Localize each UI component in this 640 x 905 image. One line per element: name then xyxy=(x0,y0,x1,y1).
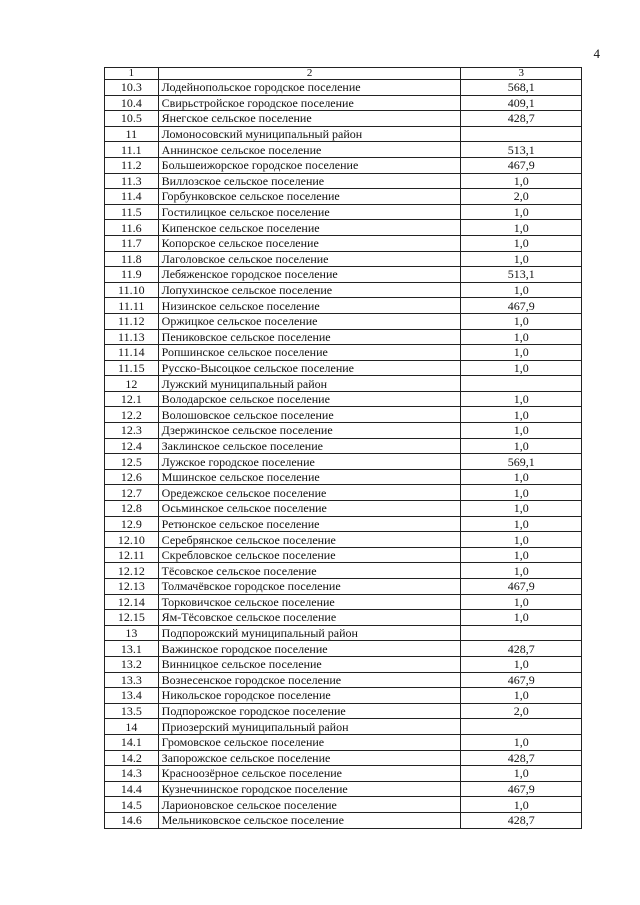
settlement-name: Гостилицкое сельское поселение xyxy=(158,204,461,220)
row-value: 568,1 xyxy=(461,80,582,96)
settlement-name: Янегское сельское поселение xyxy=(158,111,461,127)
settlement-name: Серебрянское сельское поселение xyxy=(158,532,461,548)
table-row xyxy=(105,454,582,470)
settlement-name: Лужское городское поселение xyxy=(158,454,461,470)
table-row xyxy=(105,563,582,579)
row-value: 1,0 xyxy=(461,734,582,750)
settlement-name: Подпорожский муниципальный район xyxy=(158,625,461,641)
row-number: 11.12 xyxy=(105,313,159,329)
table-row xyxy=(105,438,582,454)
settlement-name: Ломоносовский муниципальный район xyxy=(158,126,461,142)
row-number: 13 xyxy=(105,625,159,641)
table-row xyxy=(105,376,582,392)
row-number: 11.9 xyxy=(105,267,159,283)
row-number: 11.15 xyxy=(105,360,159,376)
row-number: 12.3 xyxy=(105,423,159,439)
row-value: 1,0 xyxy=(461,173,582,189)
row-number: 11.13 xyxy=(105,329,159,345)
settlement-name: Приозерский муниципальный район xyxy=(158,719,461,735)
row-value: 1,0 xyxy=(461,547,582,563)
table-row xyxy=(105,267,582,283)
settlement-name: Торковичское сельское поселение xyxy=(158,594,461,610)
row-value xyxy=(461,126,582,142)
row-number: 14.5 xyxy=(105,797,159,813)
row-number: 14.4 xyxy=(105,781,159,797)
settlement-name: Винницкое сельское поселение xyxy=(158,656,461,672)
row-number: 10.4 xyxy=(105,95,159,111)
table-row xyxy=(105,797,582,813)
row-value: 1,0 xyxy=(461,797,582,813)
table-row xyxy=(105,579,582,595)
row-value: 467,9 xyxy=(461,157,582,173)
row-number: 12.4 xyxy=(105,438,159,454)
row-value: 513,1 xyxy=(461,142,582,158)
settlement-name: Громовское сельское поселение xyxy=(158,734,461,750)
row-value: 428,7 xyxy=(461,111,582,127)
row-value: 1,0 xyxy=(461,688,582,704)
table-row xyxy=(105,423,582,439)
row-number: 11 xyxy=(105,126,159,142)
table-header-row xyxy=(105,68,582,80)
row-value: 1,0 xyxy=(461,501,582,517)
settlement-name: Дзержинское сельское поселение xyxy=(158,423,461,439)
row-value: 1,0 xyxy=(461,329,582,345)
row-number: 11.7 xyxy=(105,235,159,251)
table-row xyxy=(105,703,582,719)
row-number: 14 xyxy=(105,719,159,735)
row-value: 1,0 xyxy=(461,360,582,376)
row-number: 12.8 xyxy=(105,501,159,517)
row-number: 12.14 xyxy=(105,594,159,610)
row-number: 14.6 xyxy=(105,812,159,828)
table-row xyxy=(105,532,582,548)
settlement-name: Низинское сельское поселение xyxy=(158,298,461,314)
row-value: 1,0 xyxy=(461,594,582,610)
settlement-name: Толмачёвское городское поселение xyxy=(158,579,461,595)
row-value: 467,9 xyxy=(461,781,582,797)
settlement-name: Копорское сельское поселение xyxy=(158,235,461,251)
table-row xyxy=(105,516,582,532)
table-row xyxy=(105,766,582,782)
table-row xyxy=(105,329,582,345)
settlement-name: Ретюнское сельское поселение xyxy=(158,516,461,532)
table-row xyxy=(105,610,582,626)
row-number: 12.13 xyxy=(105,579,159,595)
row-number: 11.8 xyxy=(105,251,159,267)
row-value: 428,7 xyxy=(461,812,582,828)
settlement-name: Оредежское сельское поселение xyxy=(158,485,461,501)
table-row xyxy=(105,235,582,251)
settlement-name: Осьминское сельское поселение xyxy=(158,501,461,517)
row-number: 12.11 xyxy=(105,547,159,563)
table-row xyxy=(105,656,582,672)
settlement-name: Лебяженское городское поселение xyxy=(158,267,461,283)
table-row xyxy=(105,111,582,127)
settlement-name: Никольское городское поселение xyxy=(158,688,461,704)
row-value: 409,1 xyxy=(461,95,582,111)
row-number: 11.10 xyxy=(105,282,159,298)
table-row xyxy=(105,641,582,657)
settlement-name: Волошовское сельское поселение xyxy=(158,407,461,423)
row-number: 13.3 xyxy=(105,672,159,688)
table-row xyxy=(105,189,582,205)
settlement-name: Скребловское сельское поселение xyxy=(158,547,461,563)
row-value: 1,0 xyxy=(461,656,582,672)
row-value: 467,9 xyxy=(461,298,582,314)
table-row xyxy=(105,95,582,111)
settlement-name: Кипенское сельское поселение xyxy=(158,220,461,236)
table-row xyxy=(105,719,582,735)
table-row xyxy=(105,547,582,563)
settlement-name: Оржицкое сельское поселение xyxy=(158,313,461,329)
row-value: 1,0 xyxy=(461,423,582,439)
row-number: 12.7 xyxy=(105,485,159,501)
table-row xyxy=(105,391,582,407)
settlement-name: Заклинское сельское поселение xyxy=(158,438,461,454)
row-value: 569,1 xyxy=(461,454,582,470)
settlement-name: Ям-Тёсовское сельское поселение xyxy=(158,610,461,626)
row-number: 11.6 xyxy=(105,220,159,236)
row-number: 14.1 xyxy=(105,734,159,750)
table-row xyxy=(105,734,582,750)
table-row xyxy=(105,672,582,688)
settlement-name: Лужский муниципальный район xyxy=(158,376,461,392)
row-number: 14.2 xyxy=(105,750,159,766)
row-number: 11.14 xyxy=(105,345,159,361)
row-number: 12 xyxy=(105,376,159,392)
row-number: 12.10 xyxy=(105,532,159,548)
row-value: 1,0 xyxy=(461,766,582,782)
row-number: 11.4 xyxy=(105,189,159,205)
row-value: 467,9 xyxy=(461,579,582,595)
header-col-1: 1 xyxy=(105,68,159,80)
row-value: 1,0 xyxy=(461,391,582,407)
row-value: 1,0 xyxy=(461,345,582,361)
settlement-name: Красноозёрное сельское поселение xyxy=(158,766,461,782)
settlement-name: Лодейнопольское городское поселение xyxy=(158,80,461,96)
row-value: 1,0 xyxy=(461,407,582,423)
table-row xyxy=(105,251,582,267)
table-row xyxy=(105,220,582,236)
row-number: 11.1 xyxy=(105,142,159,158)
table-row xyxy=(105,485,582,501)
settlement-name: Ларионовское сельское поселение xyxy=(158,797,461,813)
header-col-3: 3 xyxy=(461,68,582,80)
settlement-name: Важинское городское поселение xyxy=(158,641,461,657)
row-value: 1,0 xyxy=(461,610,582,626)
row-number: 11.11 xyxy=(105,298,159,314)
row-value: 1,0 xyxy=(461,516,582,532)
row-number: 13.4 xyxy=(105,688,159,704)
settlement-name: Володарское сельское поселение xyxy=(158,391,461,407)
settlement-name: Вознесенское городское поселение xyxy=(158,672,461,688)
row-number: 10.3 xyxy=(105,80,159,96)
page-number: 4 xyxy=(593,46,600,61)
row-number: 12.6 xyxy=(105,469,159,485)
row-number: 12.15 xyxy=(105,610,159,626)
settlement-name: Кузнечнинское городское поселение xyxy=(158,781,461,797)
table-row xyxy=(105,594,582,610)
row-value: 1,0 xyxy=(461,485,582,501)
table-row xyxy=(105,625,582,641)
table-row xyxy=(105,750,582,766)
settlement-name: Аннинское сельское поселение xyxy=(158,142,461,158)
row-value: 1,0 xyxy=(461,313,582,329)
header-col-2: 2 xyxy=(158,68,461,80)
table-row xyxy=(105,142,582,158)
row-value: 1,0 xyxy=(461,438,582,454)
row-number: 12.12 xyxy=(105,563,159,579)
settlement-name: Лопухинское сельское поселение xyxy=(158,282,461,298)
row-value: 2,0 xyxy=(461,703,582,719)
table-row xyxy=(105,298,582,314)
row-value: 1,0 xyxy=(461,251,582,267)
row-value: 467,9 xyxy=(461,672,582,688)
row-value: 1,0 xyxy=(461,469,582,485)
row-value: 1,0 xyxy=(461,204,582,220)
row-number: 11.5 xyxy=(105,204,159,220)
row-number: 13.5 xyxy=(105,703,159,719)
row-value: 1,0 xyxy=(461,282,582,298)
settlement-name: Русско-Высоцкое сельское поселение xyxy=(158,360,461,376)
table-row xyxy=(105,407,582,423)
row-value: 513,1 xyxy=(461,267,582,283)
row-value: 1,0 xyxy=(461,532,582,548)
row-number: 13.1 xyxy=(105,641,159,657)
table-row xyxy=(105,688,582,704)
table-row xyxy=(105,501,582,517)
row-number: 12.9 xyxy=(105,516,159,532)
row-value: 2,0 xyxy=(461,189,582,205)
row-value: 428,7 xyxy=(461,750,582,766)
table-row xyxy=(105,80,582,96)
table-row xyxy=(105,812,582,828)
settlement-name: Ропшинское сельское поселение xyxy=(158,345,461,361)
row-value xyxy=(461,376,582,392)
table-row xyxy=(105,313,582,329)
table-row xyxy=(105,282,582,298)
settlement-name: Мшинское сельское поселение xyxy=(158,469,461,485)
row-number: 12.5 xyxy=(105,454,159,470)
table-row xyxy=(105,157,582,173)
settlement-name: Большеижорское городское поселение xyxy=(158,157,461,173)
table-row xyxy=(105,469,582,485)
row-value xyxy=(461,719,582,735)
settlement-name: Лаголовское сельское поселение xyxy=(158,251,461,267)
row-value: 1,0 xyxy=(461,563,582,579)
row-number: 11.3 xyxy=(105,173,159,189)
row-value: 428,7 xyxy=(461,641,582,657)
settlement-name: Горбунковское сельское поселение xyxy=(158,189,461,205)
table-row xyxy=(105,204,582,220)
row-value: 1,0 xyxy=(461,220,582,236)
row-value xyxy=(461,625,582,641)
table-row xyxy=(105,345,582,361)
row-number: 12.1 xyxy=(105,391,159,407)
table-row xyxy=(105,360,582,376)
table-row xyxy=(105,781,582,797)
settlements-table xyxy=(104,67,582,829)
settlement-name: Виллозское сельское поселение xyxy=(158,173,461,189)
settlement-name: Пениковское сельское поселение xyxy=(158,329,461,345)
settlement-name: Тёсовское сельское поселение xyxy=(158,563,461,579)
table-row xyxy=(105,126,582,142)
settlement-name: Подпорожское городское поселение xyxy=(158,703,461,719)
settlement-name: Запорожское сельское поселение xyxy=(158,750,461,766)
settlement-name: Свирьстройское городское поселение xyxy=(158,95,461,111)
row-number: 11.2 xyxy=(105,157,159,173)
row-number: 12.2 xyxy=(105,407,159,423)
row-value: 1,0 xyxy=(461,235,582,251)
table-row xyxy=(105,173,582,189)
row-number: 13.2 xyxy=(105,656,159,672)
table-body xyxy=(105,68,582,829)
settlement-name: Мельниковское сельское поселение xyxy=(158,812,461,828)
row-number: 10.5 xyxy=(105,111,159,127)
row-number: 14.3 xyxy=(105,766,159,782)
